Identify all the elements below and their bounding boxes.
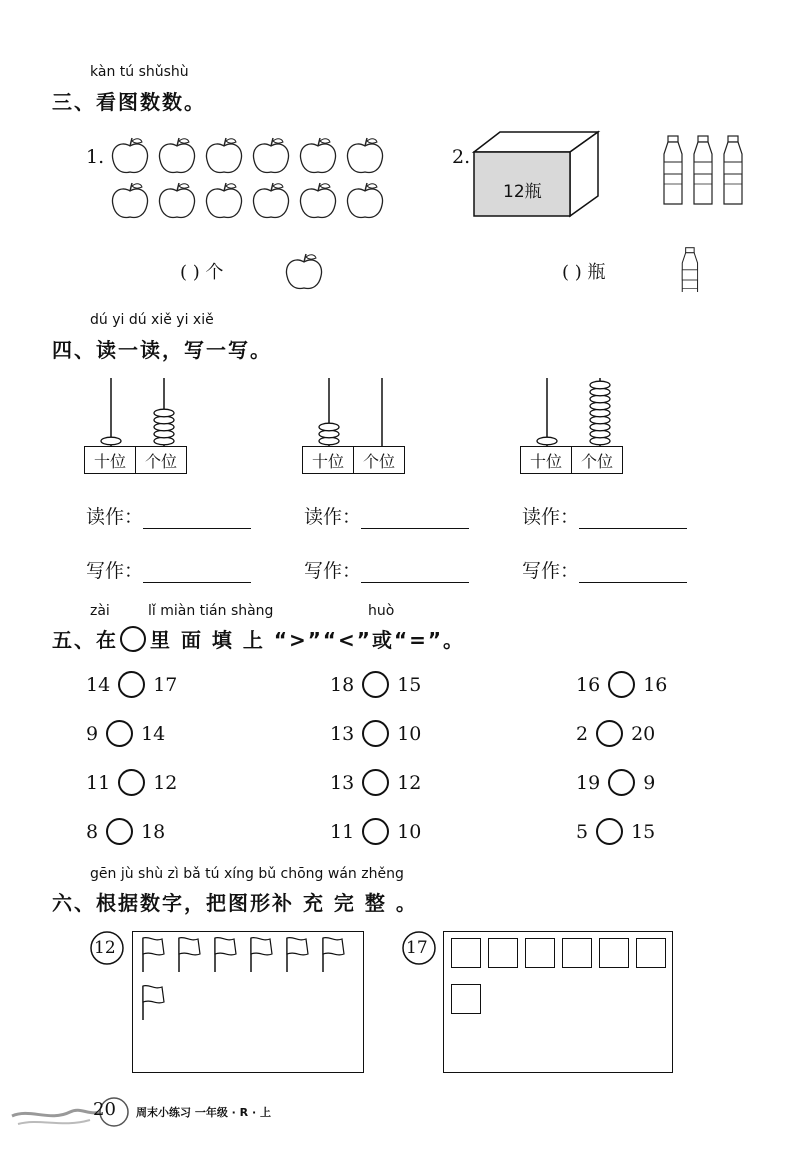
apple-icon xyxy=(253,138,288,173)
apple-icon xyxy=(159,138,194,173)
write-label: 写作： xyxy=(522,560,580,582)
left-number: 12 xyxy=(94,938,116,958)
q2-answer: ( ) 瓶 xyxy=(562,262,606,283)
right-number: 15 xyxy=(631,820,656,843)
write-blank[interactable] xyxy=(579,562,687,583)
apple-icon xyxy=(284,250,324,292)
section4-heading: 四、读一读，写一写。 xyxy=(52,338,272,362)
left-number: 2 xyxy=(576,722,589,745)
ones-label: 个位 xyxy=(572,447,623,474)
section5-pinyin-zai: zài xyxy=(90,603,110,619)
section6-pinyin: gēn jù shù zì bǎ tú xíng bǔ chōng wán zhěng xyxy=(90,866,404,882)
read-label: 读作： xyxy=(522,506,580,528)
write-label: 写作： xyxy=(304,560,362,582)
ones-label: 个位 xyxy=(136,447,187,474)
comparison-9 xyxy=(576,769,655,796)
write-row-2 xyxy=(304,556,469,583)
section4-pinyin: dú yi dú xiě yi xiě xyxy=(90,312,214,328)
right-number: 16 xyxy=(643,673,668,696)
flag-icon xyxy=(215,938,236,972)
comparison-8 xyxy=(330,769,421,796)
apple-icon xyxy=(112,138,147,173)
apple-icon xyxy=(300,138,335,173)
write-row-1 xyxy=(86,556,251,583)
comparison-4 xyxy=(86,720,165,747)
read-blank[interactable] xyxy=(143,508,251,529)
right-number: 10 xyxy=(397,722,422,745)
left-number: 18 xyxy=(330,673,355,696)
read-row-2 xyxy=(304,502,469,529)
left-number: 13 xyxy=(330,771,355,794)
answer-circle[interactable] xyxy=(106,818,133,845)
section5-heading-a: 五、在 xyxy=(52,628,118,652)
flags-group xyxy=(138,934,358,1030)
section6-heading: 六、根据数字，把图形补 充 完 整 。 xyxy=(52,891,418,915)
right-number: 10 xyxy=(397,820,422,843)
answer-circle[interactable] xyxy=(596,720,623,747)
section3-pinyin: kàn tú shǔshù xyxy=(90,64,189,80)
answer-circle[interactable] xyxy=(362,769,389,796)
right-number: 14 xyxy=(141,722,166,745)
write-row-3 xyxy=(522,556,687,583)
apple-icon xyxy=(206,138,241,173)
apple-icon xyxy=(347,138,382,173)
flag-icon xyxy=(143,986,164,1020)
place-value-table-1 xyxy=(84,446,187,474)
left-number: 11 xyxy=(330,820,355,843)
abacus-2 xyxy=(302,372,412,448)
abacus-1 xyxy=(84,372,194,448)
answer-circle[interactable] xyxy=(106,720,133,747)
flag-icon xyxy=(287,938,308,972)
ones-bead xyxy=(590,381,610,389)
place-value-table-3 xyxy=(520,446,623,474)
answer-circle[interactable] xyxy=(118,671,145,698)
box-text: 12瓶 xyxy=(503,182,542,202)
footer-title: 周末小练习 一年级 · R · 上 xyxy=(136,1106,271,1119)
write-blank[interactable] xyxy=(361,562,469,583)
right-number: 12 xyxy=(397,771,422,794)
comparison-1 xyxy=(86,671,177,698)
section3-heading: 三、看图数数。 xyxy=(52,90,206,114)
left-number: 8 xyxy=(86,820,99,843)
apple-icon xyxy=(300,183,335,218)
left-number: 5 xyxy=(576,820,589,843)
apple-icon xyxy=(347,183,382,218)
read-label: 读作： xyxy=(304,506,362,528)
answer-circle[interactable] xyxy=(608,671,635,698)
left-number: 19 xyxy=(576,771,601,794)
answer-circle[interactable] xyxy=(362,720,389,747)
answer-circle[interactable] xyxy=(118,769,145,796)
right-number: 9 xyxy=(643,771,656,794)
apples-group xyxy=(108,128,398,228)
write-label: 写作： xyxy=(86,560,144,582)
read-row-1 xyxy=(86,502,251,529)
section5-heading xyxy=(52,624,465,653)
answer-circle[interactable] xyxy=(608,769,635,796)
comparison-11 xyxy=(330,818,421,845)
comparison-7 xyxy=(86,769,177,796)
square-shape xyxy=(488,938,518,968)
flag-icon xyxy=(179,938,200,972)
write-blank[interactable] xyxy=(143,562,251,583)
read-blank[interactable] xyxy=(361,508,469,529)
bottle-icon xyxy=(664,136,682,204)
comparison-2 xyxy=(330,671,421,698)
right-number: 12 xyxy=(153,771,178,794)
flag-icon xyxy=(143,938,164,972)
square-shape xyxy=(562,938,592,968)
flag-icon xyxy=(323,938,344,972)
answer-circle[interactable] xyxy=(362,818,389,845)
square-shape xyxy=(636,938,666,968)
right-number: 17 xyxy=(406,938,428,958)
q1-answer: ( ) 个 xyxy=(180,262,224,283)
right-number: 18 xyxy=(141,820,166,843)
left-number: 14 xyxy=(86,673,111,696)
left-number: 11 xyxy=(86,771,111,794)
square-shape xyxy=(451,938,481,968)
tens-bead xyxy=(537,437,557,445)
right-number: 17 xyxy=(153,673,178,696)
bottle-icon xyxy=(724,136,742,204)
read-row-3 xyxy=(522,502,687,529)
ones-label: 个位 xyxy=(354,447,405,474)
comparison-3 xyxy=(576,671,667,698)
answer-circle[interactable] xyxy=(362,671,389,698)
tens-bead xyxy=(319,423,339,431)
read-blank[interactable] xyxy=(579,508,687,529)
flag-icon xyxy=(251,938,272,972)
square-shape xyxy=(525,938,555,968)
apple-icon xyxy=(206,183,241,218)
section5-pinyin-mid: lǐ miàn tián shàng xyxy=(148,603,274,619)
apple-icon xyxy=(253,183,288,218)
comparison-12 xyxy=(576,818,655,845)
square-shape xyxy=(451,984,481,1014)
section5-heading-b: 里 面 填 上 “>”“<”或“=”。 xyxy=(150,628,465,652)
tens-label: 十位 xyxy=(521,447,572,474)
tens-label: 十位 xyxy=(85,447,136,474)
footer-decoration-icon xyxy=(10,1090,140,1140)
abacus-3 xyxy=(520,372,630,448)
comparison-10 xyxy=(86,818,165,845)
section5-pinyin-huo: huò xyxy=(368,603,395,619)
box-icon xyxy=(470,130,602,222)
tens-bead xyxy=(101,437,121,445)
bottle-icon xyxy=(678,246,704,292)
square-shape xyxy=(599,938,629,968)
comparison-5 xyxy=(330,720,421,747)
left-number: 13 xyxy=(330,722,355,745)
bottles-group xyxy=(660,134,752,208)
read-label: 读作： xyxy=(86,506,144,528)
place-value-table-2 xyxy=(302,446,405,474)
apple-icon xyxy=(112,183,147,218)
circle-icon xyxy=(120,626,146,652)
right-number: 15 xyxy=(397,673,422,696)
apple-icon xyxy=(159,183,194,218)
tens-label: 十位 xyxy=(303,447,354,474)
right-number: 20 xyxy=(631,722,656,745)
page-number: 20 xyxy=(93,1099,116,1120)
q2-label: 2. xyxy=(452,146,471,168)
left-number: 9 xyxy=(86,722,99,745)
ones-bead xyxy=(154,409,174,417)
q1-label: 1. xyxy=(86,146,105,168)
answer-circle[interactable] xyxy=(596,818,623,845)
comparison-6 xyxy=(576,720,655,747)
bottle-icon xyxy=(694,136,712,204)
left-number: 16 xyxy=(576,673,601,696)
